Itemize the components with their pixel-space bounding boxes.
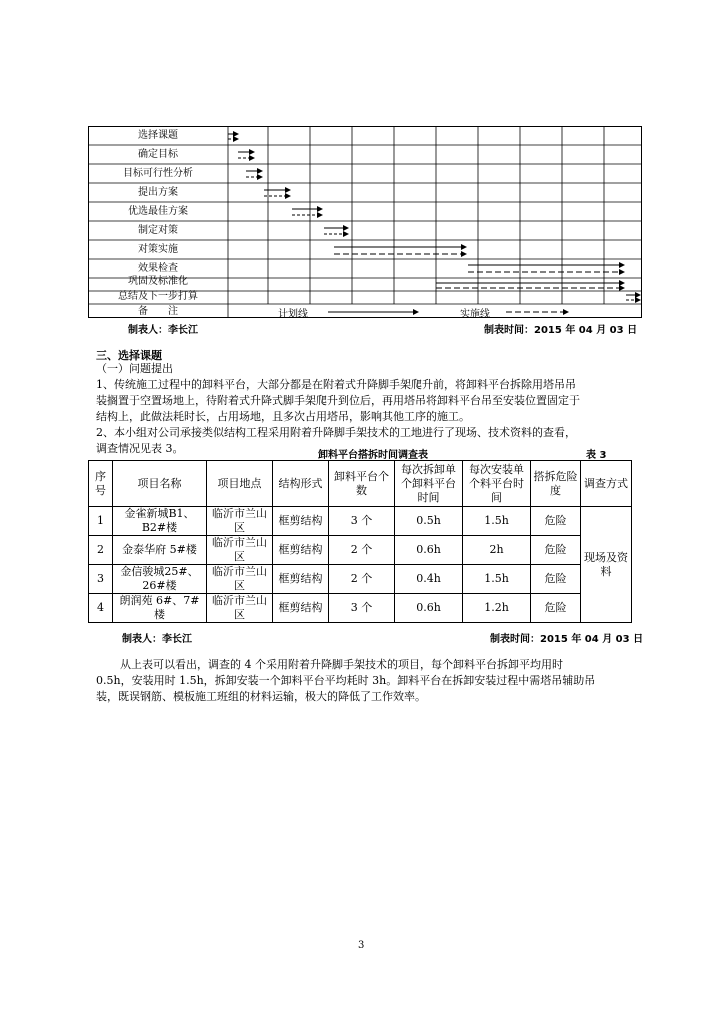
gantt-task: 优选最佳方案 [128,206,188,217]
table-cell: 1.5h [463,565,531,594]
header-cell: 调查方式 [581,461,632,507]
table-cell: 1.2h [463,594,531,623]
gantt-maker: 制表人：李长江 [128,325,198,336]
paragraph-line: 调查情况见表 3。 [96,442,184,455]
gantt-legend-label: 备 注 [138,306,178,317]
table-cell: 4 [89,594,113,623]
table-cell: 朗润苑 6#、7#楼 [113,594,207,623]
section-heading: 三、选择课题 [96,349,162,362]
gantt-date: 制表时间：2015 年 04 月 03 日 [484,325,638,336]
table-cell: 临沂市兰山区 [207,565,273,594]
gantt-task: 目标可行性分析 [123,168,193,179]
gantt-task: 效果检查 [138,263,178,274]
table-cell: 金信骏城25#、26#楼 [113,565,207,594]
method-cell: 现场及资料 [581,507,632,623]
table-cell: 金雀新城B1、B2#楼 [113,507,207,536]
table-cell: 3 个 [329,507,395,536]
header-cell: 项目名称 [113,461,207,507]
table-caption: 卸料平台搭拆时间调查表 [318,450,428,461]
header-cell: 序号 [89,461,113,507]
table-cell: 临沂市兰山区 [207,507,273,536]
table-row [89,594,632,623]
table-cell: 临沂市兰山区 [207,536,273,565]
gantt-task: 选择课题 [138,130,178,141]
header-cell: 结构形式 [273,461,329,507]
header-cell: 卸料平台个数 [329,461,395,507]
table-cell: 0.6h [395,594,463,623]
table-cell: 2 个 [329,565,395,594]
header-cell: 每次拆卸单个卸料平台时间 [395,461,463,507]
table-cell: 危险 [531,565,581,594]
table-date: 制表时间：2015 年 04 月 03 日 [490,634,644,645]
table-cell: 0.4h [395,565,463,594]
table-cell: 框剪结构 [273,565,329,594]
table-row [89,507,632,536]
table-cell: 1.5h [463,507,531,536]
table-cell: 危险 [531,536,581,565]
paragraph-line: 结构上，此做法耗时长，占用场地，且多次占用塔吊，影响其他工序的施工。 [96,410,470,423]
gantt-task: 提出方案 [138,187,178,198]
conclusion-line: 从上表可以看出，调查的 4 个采用附着升降脚手架技术的项目，每个卸料平台拆卸平均用时 [120,658,563,671]
table-cell: 临沂市兰山区 [207,594,273,623]
header-cell: 每次安装单个料平台时间 [463,461,531,507]
table-cell: 危险 [531,594,581,623]
table-cell: 框剪结构 [273,507,329,536]
table-cell: 金泰华府 5#楼 [113,536,207,565]
table-cell: 2h [463,536,531,565]
table-cell: 危险 [531,507,581,536]
table-cell: 3 个 [329,594,395,623]
table-cell: 框剪结构 [273,536,329,565]
paragraph-line: 装搁置于空置场地上，待附着式升降式脚手架爬升到位后，再用塔吊将卸料平台吊至安装位置固定于 [96,394,580,407]
actual-line-label: 实施线 [460,309,490,320]
table-maker: 制表人：李长江 [122,634,192,645]
gantt-task: 对策实施 [138,244,178,255]
table-cell: 0.5h [395,507,463,536]
section-subheading: （一）问题提出 [96,362,173,375]
plan-line-label: 计划线 [278,309,308,320]
gantt-task: 确定目标 [138,149,178,160]
conclusion-line: 装，既误钢筋、模板施工班组的材料运输，极大的降低了工作效率。 [96,690,426,703]
gantt-task: 制定对策 [138,225,178,236]
gantt-task: 巩固及标准化 [128,276,188,287]
table-header-row [89,461,632,507]
survey-table [88,460,632,623]
table-cell: 0.6h [395,536,463,565]
header-cell: 搭拆危险度 [531,461,581,507]
header-cell: 项目地点 [207,461,273,507]
paragraph-line: 2、本小组对公司承接类似结构工程采用附着升降脚手架技术的工地进行了现场、技术资料的查看， [96,426,576,439]
table-cell: 1 [89,507,113,536]
table-cell: 2 [89,536,113,565]
gantt-task: 总结及下一步打算 [118,291,198,302]
table-cell: 3 [89,565,113,594]
table-cell: 框剪结构 [273,594,329,623]
paragraph-line: 1、传统施工过程中的卸料平台，大部分都是在附着式升降脚手架爬升前，将卸料平台拆除用塔吊吊 [96,378,576,391]
conclusion-line: 0.5h，安装用时 1.5h，拆卸安装一个卸料平台平均耗时 3h。卸料平台在拆卸安装过程中需塔吊辅助吊 [96,674,596,687]
page-number: 3 [358,940,365,951]
table-row [89,565,632,594]
table-cell: 2 个 [329,536,395,565]
table-row [89,536,632,565]
table-number: 表 3 [586,450,607,461]
